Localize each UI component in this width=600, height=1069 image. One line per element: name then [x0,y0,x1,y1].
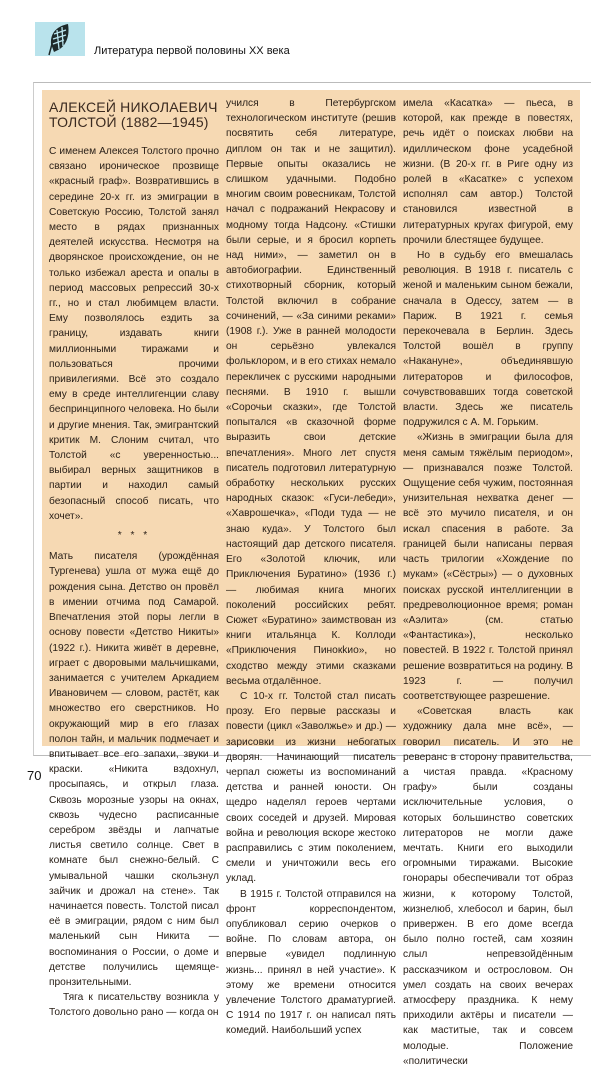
paragraph: С 10-х гг. Толстой стал писать прозу. Его первые рассказы и повести (цикл «Заволжье» и др.) — зарисовки из жизни небогатых дворян. Начинающий писатель черпал сюжеты из воспоминаний детства и ранней юности. Он щедро наделял героев чертами своих соседей и друзей. Мировая война и революция вскоре жестоко расправились с этим поколением, смели и уничтожили весь его уклад. [226,690,396,885]
paragraph: Тяга к писательству возникла у Толстого довольно рано — когда он [49,992,219,1019]
paragraph: учился в Петербургском технологическом институте (решив посвятить себя литературе, диплом он так и не защитил). Первые опыты оказались не слишком удачными. Подобно многим своим ровесникам, Толстой начал с подражаний Некрасову и модному тогда Надсону. «Стишки были серые, и я бросил корпеть над ними», — заметил он в автобиографии. Единственный стихотворный сборник, который Толстой включил в собрание сочинений, — «За синими реками» (1908 г.). Уже в ранней молодости он серьёзно увлекался фольклором, и в его стихах немало перекличек с русскими народными песнями. В 1910 г. вышли «Сорочьи сказки», где Толстой попытался «в сказочной форме выразить свои детские впечатления». Много лет спустя писатель подготовил литературную обработку нескольких русских народных сказок: «Гуси-лебеди», «Хаврошечка», «Поди туда — не знаю куда». У Толстого был настоящий дар детского писателя. Его «Золотой ключик, или Приключения Буратино» (1936 г.) — любимая книга многих поколений российских ребят. Сюжет «Буратино» заимствован из книги итальянца К. Коллоди «Приключения Пинокkио», но сходство между этими сказками весьма отдалённое. [226,98,396,687]
paragraph: Мать писателя (урождённая Тургенева) ушла от мужа ещё до рождения сына. Детство он провёл в имении отчима под Самарой. Впечатления этой поры легли в основу повести «Детство Никиты» (1922 г.). Никита живёт в деревне, играет с дворовыми мальчишками, занимается с учителем Аркадием Ивановичем — словом, растёт, как множество его сверстников. Но окружающий мир в его глазах полон тайн, и мальчик подмечает и впитывает все его запахи, звуки и краски. «Никита вздохнул, просыпаясь, и открыл глаза. Сквозь морозные узоры на окнах, сквозь чудесно расписанные серебром звёзды и лапчатые листья светило солнце. Свет в комнате был снежно-белый. С умывальной чашки скользнул зайчик и дрожал на стене». Так начинается повесть. Толстой писал её в эмиграции, рядом с ним был маленький сын Никита — воспоминания о России, о доме и детстве получились щемяще-пронзительными. [49,551,219,988]
running-header: Литература первой половины XX века [94,45,290,57]
column-3 [403,96,573,1069]
feather-quill-icon [46,22,74,56]
title-line: АЛЕКСЕЙ НИКОЛАЕВИЧ [49,99,218,115]
page-number: 70 [27,768,42,783]
paragraph: С именем Алексея Толстого прочно связано ироническое прозвище «красный граф». Возвратившись в середине 20-х гг. из эмиграции в Советскую Россию, Толстой занял место в рядах признанных деятелей искусства. Несмотря на дворянское происхождение, он не только избежал ареста и опалы в период массовых репрессий 30-х гг., но и стал любимцем власти. Ему позволялось ездить за границу, издавать книги миллионными тиражами и пользоваться прочими привилегиями. Всё это создало ему в среде интеллигенции славу беспринципного человека. Но были и другие мнения. Так, эмигрантский критик М. Слоним считал, что Толстой «с уверенностью... выбирал верных защитников в партии и находил самый безопасный способ писать, что хочет». [49,146,219,522]
paragraph: «Советская власть как художнику дала мне всё», — говорил писатель. И это не реверанс в сторону правительства, а чистая правда. «Красному графу» были созданы исключительные условия, о которых большинство советских литераторов не могли даже мечтать. Книги его выходили огромными тиражами. Высокие гонорары обеспечивали тот образ жизни, к которому Толстой, жизнелюб, хлебосол и барин, был привержен. В его доме всегда было полно гостей, сам хозяин слыл непревзойдённым рассказчиком и остроcловом. Он умел создать на своих вечерах атмосферу праздника. К нему приходили актёры и писатели — как маститые, так и совсем молодые. Положение «политически [403,706,573,1067]
column-2 [226,96,396,1039]
paragraph: Но в судьбу его вмешалась революция. В 1918 г. писатель с женой и маленьким сыном бежали, сначала в Одессу, затем — в Париж. В 1921 г. семья перекочевала в Берлин. Здесь Толстой вошёл в группу «Накануне», объединявшую литераторов и философов, сочувствовавших тогда советской власти. Здесь же писатель подружился с А. М. Горьким. [403,250,573,429]
paragraph: «Жизнь в эмиграции была для меня самым тяжёлым периодом», — признавался позже Толстой. Ощущение себя чужим, постоянная унизительная нехватка денег — всё это мучило писателя, и он искал спасения в работе. За границей были написаны первая часть трилогии «Хождение по мукам» («Сёстры») — о духовных поисках русской интеллигенции в предреволюционное время; роман «Аэлита» (см. статью «Фантастика»), несколько повестей. В 1922 г. Толстой принял решение возвратиться на родину. В 1923 г. — получил соответствующее разрешение. [403,432,573,702]
section-logo [35,22,85,56]
column-1 [49,96,219,1021]
section-separator: * * * [117,530,151,542]
paragraph: В 1915 г. Толстой отправился на фронт корреспондентом, опубликовал серию очерков о войне. По словам автора, он впервые «увидел подлинную жизнь... принял в ней участие». К этому же времени относится увлечение Толстого драматургией. С 1914 по 1917 г. он написал пять комедий. Наибольший успех [226,888,396,1037]
article-title [49,100,219,130]
title-line: ТОЛСТОЙ (1882—1945) [49,114,209,130]
paragraph: имела «Касатка» — пьеса, в которой, как прежде в повестях, речь идёт о поисках любви на идиллическом фоне усадебной жизни. (В 20-х гг. в Риге одну из ролей в «Касатке» с успехом исполнял сам автор.) Толстой становился известной в литературных кругах фигурой, ему прочили блестящее будущее. [403,98,573,246]
